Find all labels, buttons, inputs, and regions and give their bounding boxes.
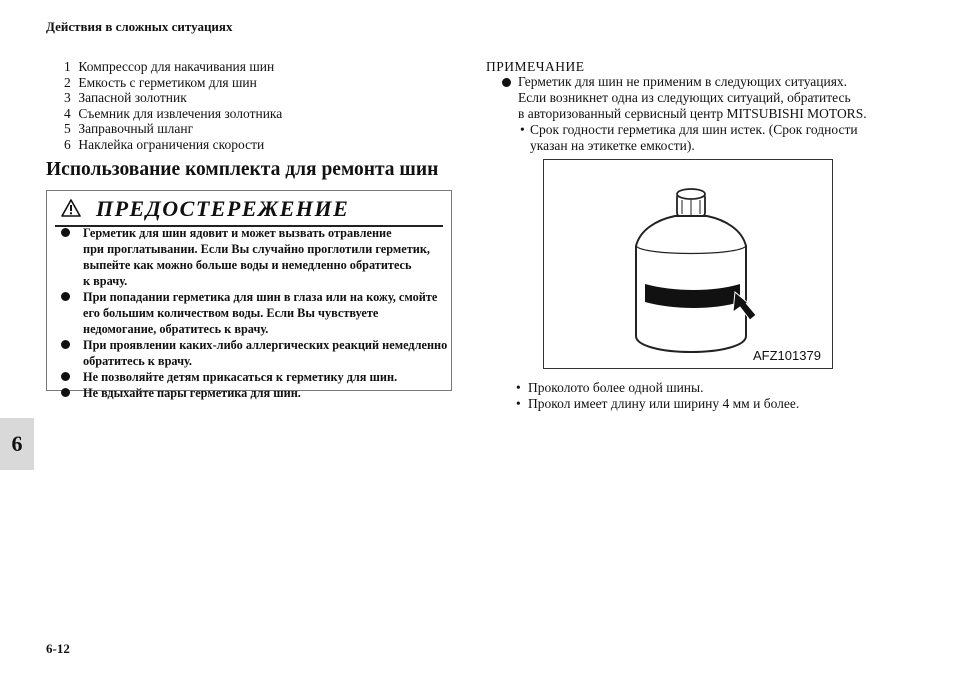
warning-header xyxy=(47,191,451,222)
note-title: ПРИМЕЧАНИЕ xyxy=(486,59,585,74)
situations-list xyxy=(516,380,799,412)
note-line: в авторизованный сервисный центр MITSUBISHI MOTORS. xyxy=(518,106,867,121)
item-label: Запасной золотник xyxy=(78,90,187,106)
warning-triangle-icon xyxy=(61,199,81,217)
item-number: 4 xyxy=(64,105,71,121)
warning-line: к врачу. xyxy=(83,274,128,288)
item-number: 1 xyxy=(64,59,71,74)
bullet-icon xyxy=(502,78,511,87)
list-item xyxy=(64,90,282,106)
warning-line: Не позволяйте детям прикасаться к герметику для шин. xyxy=(83,370,398,384)
warning-line: При попадании герметика для шин в глаза или на кожу, смойте xyxy=(83,290,438,304)
bullet-icon xyxy=(61,292,70,301)
list-item-text: Проколото более одной шины. xyxy=(528,380,704,395)
sub-bullet: • xyxy=(520,122,525,137)
list-item xyxy=(64,59,282,75)
warning-line: Не вдыхайте пары герметика для шин. xyxy=(83,386,301,400)
list-item xyxy=(516,396,799,412)
warning-line: недомогание, обратитесь к врачу. xyxy=(83,322,269,336)
item-label: Наклейка ограничения скорости xyxy=(78,136,265,152)
warning-line: его большим количеством воды. Если Вы чувствуете xyxy=(83,306,379,320)
page-number: 6-12 xyxy=(46,641,70,656)
page-header-title: Действия в сложных ситуациях xyxy=(46,19,233,34)
warning-line: обратитесь к врачу. xyxy=(83,354,192,368)
warning-item xyxy=(61,337,449,369)
bullet: • xyxy=(516,380,521,395)
item-number: 3 xyxy=(64,90,71,106)
note-line: Герметик для шин не применим в следующих ситуациях. xyxy=(518,74,848,89)
list-item xyxy=(64,106,282,122)
bottle-body xyxy=(636,216,746,352)
bottle-cap-top xyxy=(677,189,705,199)
warning-line: Герметик для шин ядовит и может вызвать отравление xyxy=(83,226,392,240)
list-item xyxy=(64,75,282,91)
note-block xyxy=(502,74,882,154)
bullet-icon xyxy=(61,340,70,349)
item-number: 5 xyxy=(64,121,71,137)
list-item xyxy=(516,380,799,396)
warning-line: При проявлении каких-либо аллергических реакций немедленно xyxy=(83,338,448,352)
item-number: 2 xyxy=(64,74,71,90)
list-item xyxy=(64,121,282,137)
chapter-number: 6 xyxy=(11,431,23,456)
sealant-bottle-illustration xyxy=(544,160,832,368)
warning-item xyxy=(61,385,449,401)
warning-item xyxy=(61,289,449,337)
list-item xyxy=(64,137,282,153)
warning-line: при проглатывании. Если Вы случайно проглотили герметик, xyxy=(83,242,431,256)
note-sub-line: Срок годности герметика для шин истек. (Срок годности xyxy=(530,122,858,137)
warning-line: выпейте как можно больше воды и немедленно обратитесь xyxy=(83,258,412,272)
note-sub-line: указан на этикетке емкости). xyxy=(530,138,695,153)
section-heading: Использование комплекта для ремонта шин xyxy=(46,159,439,180)
note-sub-item xyxy=(502,122,882,154)
figure-code: AFZ101379 xyxy=(753,348,821,363)
parts-list xyxy=(64,59,282,153)
bullet-icon xyxy=(61,372,70,381)
warning-list xyxy=(61,225,449,401)
warning-title: ПРЕДОСТЕРЕЖЕНИЕ xyxy=(96,196,350,221)
list-item-text: Прокол имеет длину или ширину 4 мм и более. xyxy=(528,396,800,411)
bullet: • xyxy=(516,396,521,411)
item-label: Компрессор для накачивания шин xyxy=(78,59,275,74)
sealant-bottle-figure xyxy=(543,159,833,369)
note-line: Если возникнет одна из следующих ситуаций, обратитесь xyxy=(518,90,851,105)
item-label: Съемник для извлечения золотника xyxy=(78,105,283,121)
bullet-icon xyxy=(61,388,70,397)
item-label: Заправочный шланг xyxy=(78,121,194,137)
warning-item xyxy=(61,225,449,289)
item-label: Емкость с герметиком для шин xyxy=(78,74,257,90)
bullet-icon xyxy=(61,228,70,237)
warning-item xyxy=(61,369,449,385)
item-number: 6 xyxy=(64,136,71,152)
warning-box xyxy=(46,190,452,400)
chapter-tab xyxy=(0,418,34,470)
